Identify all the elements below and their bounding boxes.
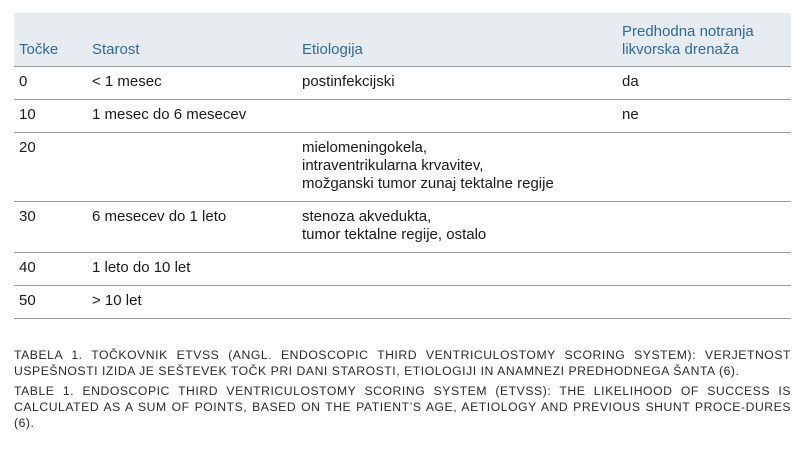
table-captions: [14, 347, 791, 435]
caption-english: TABLE 1. ENDOSCOPIC THIRD VENTRICULOSTOMY SCORING SYSTEM (ETVSS): THE LIKELIHOOD OF SUCCESS IS CALCULATED AS A SUM OF POINTS, BASED ON THE PATIENT’S AGE, AETIOLOGY AND PREVIOUS SHUNT PROCE-DURES (6).: [14, 384, 791, 430]
cell-etiology: [302, 253, 622, 286]
cell-etiology: [302, 202, 622, 253]
cell-drainage: [622, 253, 791, 286]
cell-drainage: [622, 286, 791, 319]
header-age: Starost: [92, 41, 140, 58]
cell-drainage: da: [622, 67, 791, 100]
header-row: [14, 13, 791, 67]
cell-age: 1 leto do 10 let: [92, 253, 302, 286]
table-row: [14, 286, 791, 319]
table-body: [14, 67, 791, 319]
etiology-line: intraventrikularna krvavitev,: [302, 157, 484, 174]
cell-points: 40: [14, 253, 92, 286]
cell-etiology: [302, 133, 622, 202]
cell-points: 30: [14, 202, 92, 253]
cell-etiology: [302, 67, 622, 100]
etiology-line: mielomeningokela,: [302, 139, 428, 156]
cell-drainage: [622, 202, 791, 253]
header-points: Točke: [19, 41, 59, 58]
cell-age: < 1 mesec: [92, 67, 302, 100]
header-drainage-line2: likvorska drenaža: [622, 41, 739, 58]
table-row: [14, 100, 791, 133]
cell-points: 20: [14, 133, 92, 202]
etiology-line: stenoza akvedukta,: [302, 208, 432, 225]
etvss-table: [14, 13, 791, 319]
cell-drainage: [622, 133, 791, 202]
cell-age: [92, 133, 302, 202]
cell-etiology: [302, 100, 622, 133]
cell-age: 1 mesec do 6 mesecev: [92, 100, 302, 133]
table-row: [14, 133, 791, 202]
header-etiology: Etiologija: [302, 41, 363, 58]
header-drainage: [622, 13, 791, 67]
etiology-line: postinfekcijski: [302, 73, 395, 90]
cell-points: 50: [14, 286, 92, 319]
table-row: [14, 253, 791, 286]
table-row: [14, 202, 791, 253]
etiology-line: tumor tektalne regije, ostalo: [302, 226, 487, 243]
header-drainage-line1: Predhodna notranja: [622, 23, 754, 40]
cell-points: 10: [14, 100, 92, 133]
cell-points: 0: [14, 67, 92, 100]
cell-drainage: ne: [622, 100, 791, 133]
cell-etiology: [302, 286, 622, 319]
table-header: [14, 13, 791, 67]
etiology-line: možganski tumor zunaj tektalne regije: [302, 175, 554, 192]
etvss-table-container: [14, 13, 791, 319]
table-row: [14, 67, 791, 100]
caption-slovene: TABELA 1. TOČKOVNIK ETVSS (ANGL. ENDOSCOPIC THIRD VENTRICULOSTOMY SCORING SYSTEM): VERJETNOST USPEŠNOSTI IZIDA JE SEŠTEVEK TOČK PRI DANI STAROSTI, ETIOLOGIJI IN ANAMNEZI PREDHODNEGA ŠANTA (6).: [14, 348, 791, 378]
cell-age: > 10 let: [92, 286, 302, 319]
cell-age: 6 mesecev do 1 leto: [92, 202, 302, 253]
